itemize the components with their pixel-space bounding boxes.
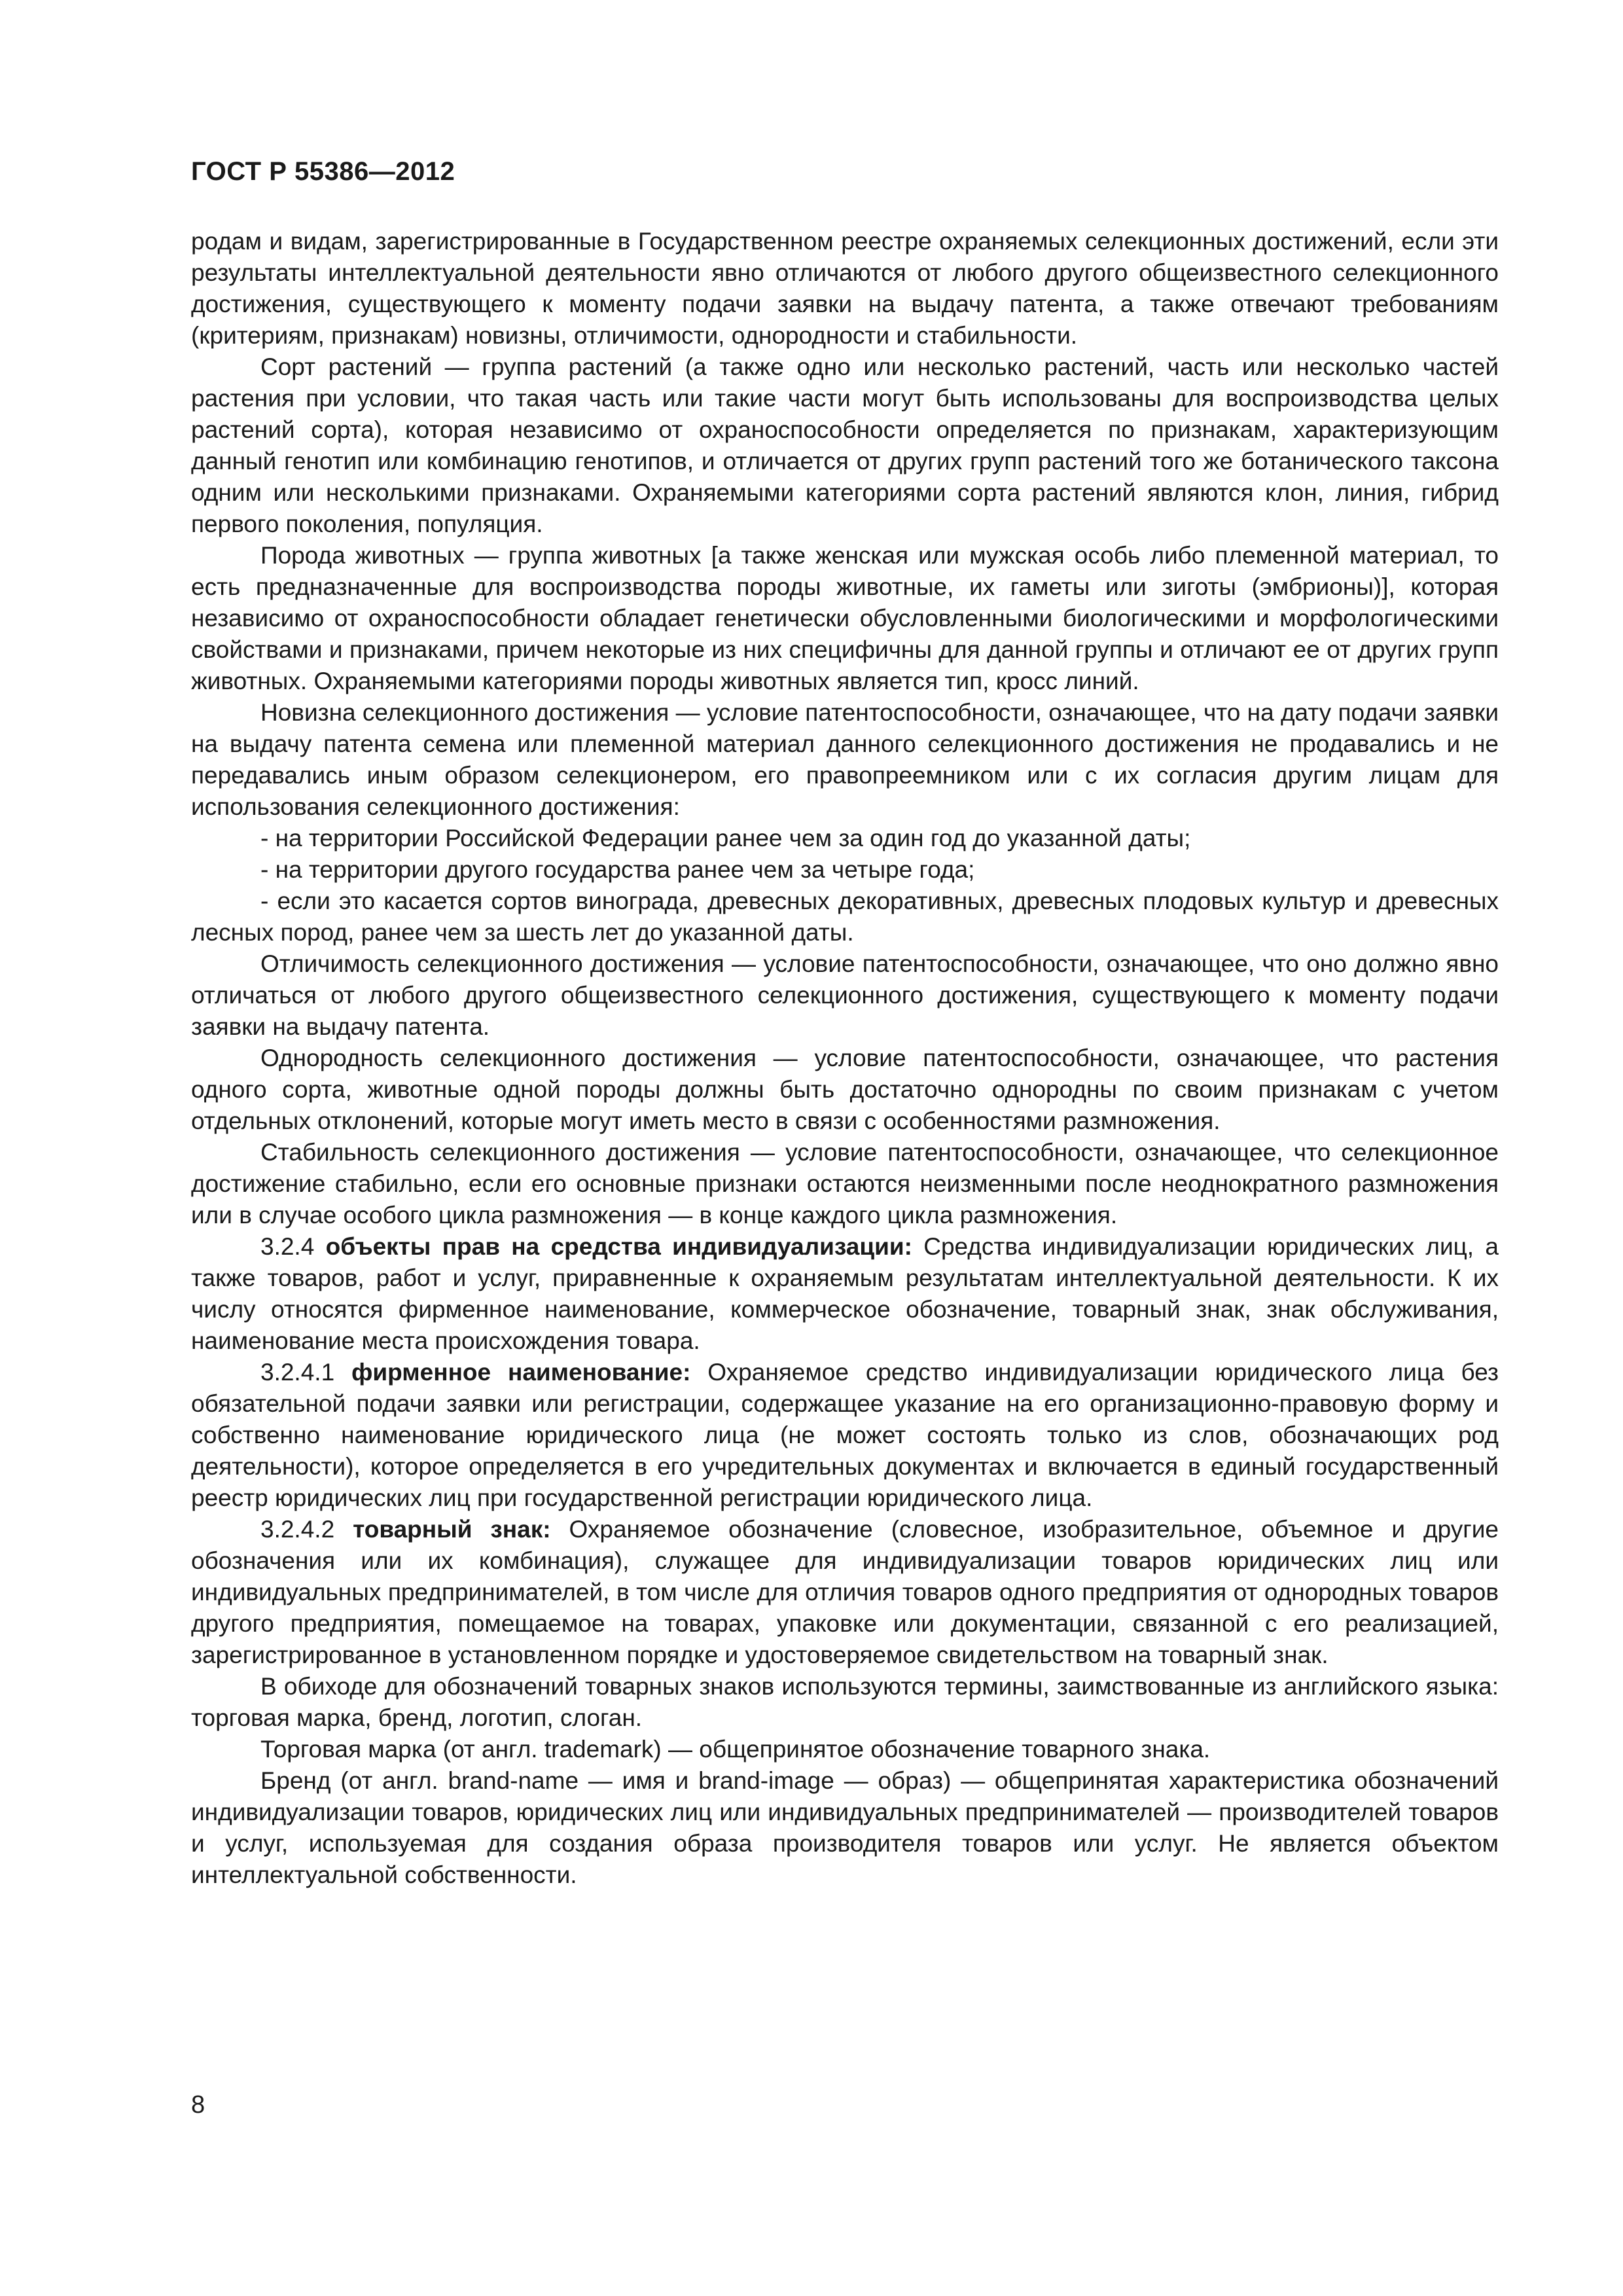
paragraph-continuation: родам и видам, зарегистрированные в Государственном реестре охраняемых селекционных достижений, если эти результаты интеллектуальной деятельности явно отличаются от любого другого общеизвестного селекционного достижения, существующего к моменту подачи заявки на выдачу патента, а также отвечают требованиям (критериям, признакам) новизны, отличимости, однородности и стабильности. (191, 228, 1499, 349)
clause-number: 3.2.4 (260, 1233, 326, 1260)
document-header: ГОСТ Р 55386—2012 (191, 157, 455, 186)
clause-definition: Средства индивидуализации юридических лиц, а также товаров, работ и услуг, приравненные к охраняемым результатам интеллектуальной деятельности. К их числу относятся фирменное наименование, коммерческое обозначение, товарный знак, знак обслуживания, наименование места происхождения товара. (191, 1233, 1499, 1354)
clause-definition: Охраняемое средство индивидуализации юридического лица без обязательной подачи заявки или регистрации, содержащее указание на его организационно-правовую форму и собственно наименование юридического лица (не может состоять только из слов, обозначающих род деятельности), которое определяется в его учредительных документах и включается в единый государственный реестр юридических лиц при государственной регистрации юридического лица. (191, 1359, 1499, 1511)
clause-3-2-4-2 (191, 1514, 1499, 1671)
list-item-grapes-trees: - если это касается сортов винограда, древесных декоративных, древесных плодовых культур и древесных лесных пород, ранее чем за шесть лет до указанной даты. (191, 888, 1499, 946)
paragraph-novelty: Новизна селекционного достижения — условие патентоспособности, означающее, что на дату подачи заявки на выдачу патента семена или племенной материал данного селекционного достижения не продавались и не передавались иным образом селекционером, его правопреемником или с их согласия другим лицам для использования селекционного достижения: (191, 699, 1499, 820)
clause-term: товарный знак: (353, 1516, 551, 1543)
paragraph-distinctness: Отличимость селекционного достижения — условие патентоспособности, означающее, что оно должно явно отличаться от любого другого общеизвестного селекционного достижения, существующего к моменту подачи заявки на выдачу патента. (191, 950, 1499, 1040)
paragraph-animal-breed: Порода животных — группа животных [а также женская или мужская особь либо племенной материал, то есть предназначенные для воспроизводства породы животные, их гаметы или зиготы (эмбрионы)], которая независимо от охраноспособности обладает генетически обусловленными биологическими и морфологическими свойствами и признаками, причем некоторые из них специфичны для данной группы и отличают ее от других групп животных. Охраняемыми категориями породы животных является тип, кросс линий. (191, 542, 1499, 694)
clause-number: 3.2.4.2 (260, 1516, 353, 1543)
paragraph-uniformity: Однородность селекционного достижения — условие патентоспособности, означающее, что растения одного сорта, животные одной породы должны быть достаточно однородны по своим признакам с учетом отдельных отклонений, которые могут иметь место в связи с особенностями размножения. (191, 1045, 1499, 1134)
paragraph-stability: Стабильность селекционного достижения — условие патентоспособности, означающее, что селекционное достижение стабильно, если его основные признаки остаются неизменными после неоднократного размножения или в случае особого цикла размножения — в конце каждого цикла размножения. (191, 1139, 1499, 1229)
list-item-russian-territory: - на территории Российской Федерации ранее чем за один год до указанной даты; (260, 825, 1191, 852)
clause-3-2-4 (191, 1231, 1499, 1357)
clause-term: фирменное наименование: (351, 1359, 691, 1386)
paragraph-trademark: Торговая марка (от англ. trademark) — общепринятое обозначение товарного знака. (260, 1736, 1211, 1763)
list-item-other-state: - на территории другого государства ранее чем за четыре года; (260, 856, 975, 883)
paragraph-plant-variety: Сорт растений — группа растений (а также одно или несколько растений, часть или несколько частей растения при условии, что такая часть или такие части могут быть использованы для воспроизводства целых растений сорта), которая независимо от охраноспособности определяется по признакам, характеризующим данный генотип или комбинацию генотипов, и отличается от других групп растений того же ботанического таксона одним или несколькими признаками. Охраняемыми категориями сорта растений являются клон, линия, гибрид первого поколения, популяция. (191, 353, 1499, 537)
paragraph-brand: Бренд (от англ. brand-name — имя и brand-image — образ) — общепринятая характеристика обозначений индивидуализации товаров, юридических лиц или индивидуальных предпринимателей — производителей товаров и услуг, используемая для создания образа производителя товаров или услуг. Не является объектом интеллектуальной собственности. (191, 1767, 1499, 1888)
clause-term: объекты прав на средства индивидуализации: (325, 1233, 912, 1260)
clause-3-2-4-1 (191, 1357, 1499, 1514)
paragraph-everyday-terms: В обиходе для обозначений товарных знаков используются термины, заимствованные из английского языка: торговая марка, бренд, логотип, слоган. (191, 1673, 1499, 1731)
clause-definition: Охраняемое обозначение (словесное, изобразительное, объемное и другие обозначения или их комбинация), служащее для индивидуализации товаров юридических лиц или индивидуальных предпринимателей, в том числе для отличия товаров одного предприятия от однородных товаров другого предприятия, помещаемое на товарах, упаковке или документации, связанной с его реализацией, зарегистрированное в установленном порядке и удостоверяемое свидетельством на товарный знак. (191, 1516, 1499, 1668)
page-number: 8 (191, 2091, 205, 2119)
document-body (191, 226, 1499, 1891)
clause-number: 3.2.4.1 (260, 1359, 352, 1386)
